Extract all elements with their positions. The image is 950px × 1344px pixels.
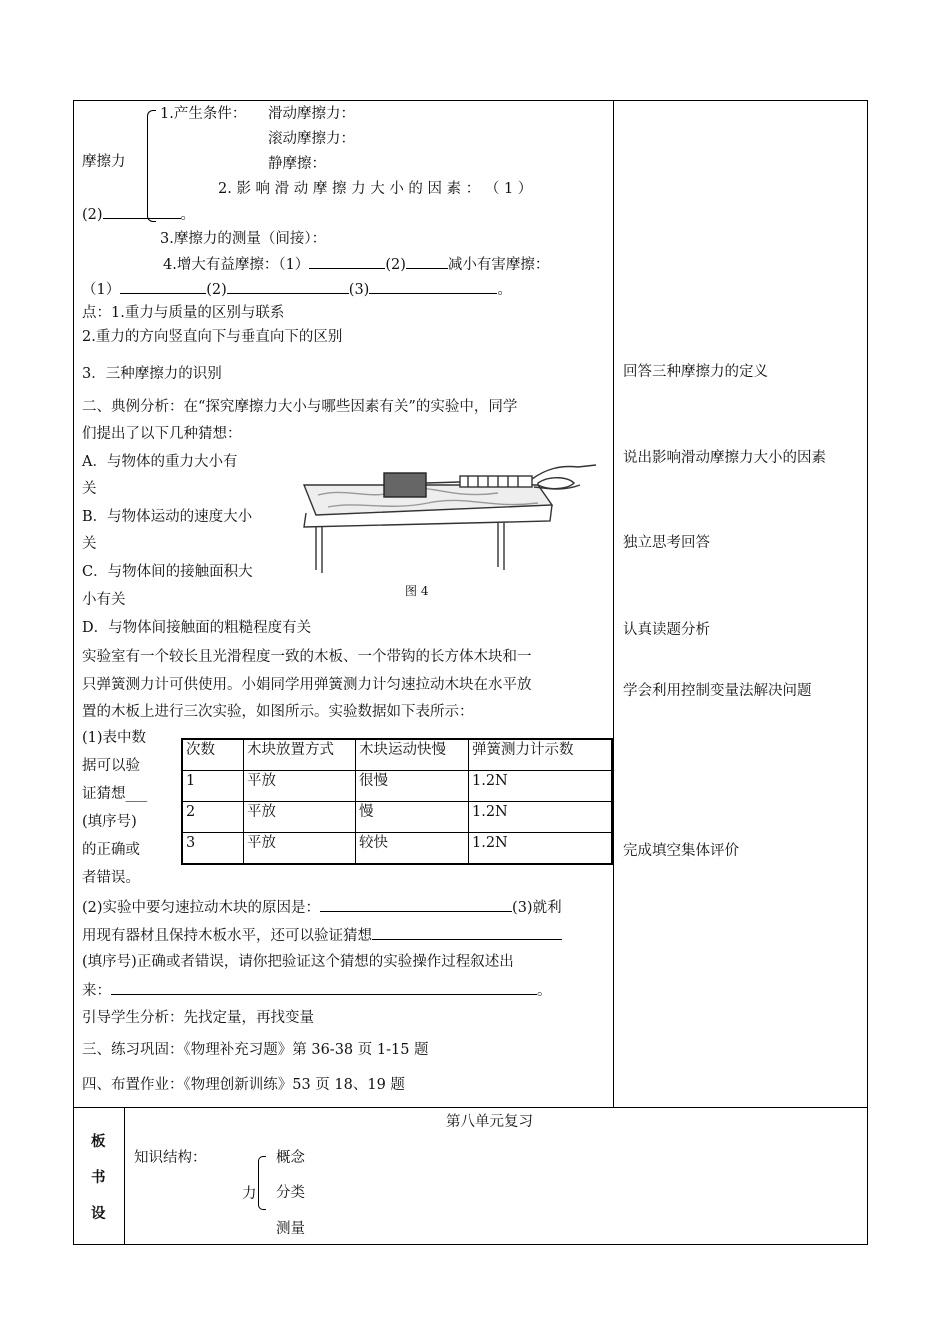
table-cell: 平放 <box>244 771 356 802</box>
force-brace <box>258 1156 266 1210</box>
homework-line: 四、布置作业：《物理创新训练》53 页 18、19 题 <box>82 1077 405 1093</box>
column-divider <box>613 100 614 1108</box>
blank <box>406 254 448 269</box>
table-cell: 1.2N <box>469 833 613 865</box>
q1-line-2: 据可以验 <box>82 758 140 774</box>
table-cell: 1 <box>182 771 244 802</box>
q1-line-5: 的正确或 <box>82 842 140 858</box>
table-cell: 1.2N <box>469 771 613 802</box>
point-1: 点：1.重力与质量的区别与联系 <box>82 305 285 321</box>
experiment-data-table <box>181 738 613 865</box>
force-label: 力 <box>242 1186 257 1202</box>
blank <box>227 279 349 294</box>
board-item-classify: 分类 <box>276 1185 305 1201</box>
q3-line-3: (填序号)正确或者错误，请你把验证这个猜想的实验操作过程叙述出 <box>82 954 514 970</box>
table-cell: 2 <box>182 802 244 833</box>
right-note-2: 说出影响滑动摩擦力大小的因素 <box>623 450 826 466</box>
q3-line-4: 来： 。 <box>82 980 552 1001</box>
board-item-concept: 概念 <box>276 1150 305 1166</box>
increase-line: 4.增大有益摩擦：（1） (2) 减小有害摩擦： <box>163 254 549 275</box>
q1-line-1: (1)表中数 <box>82 730 147 746</box>
table-row <box>182 833 612 865</box>
condition-title: 1.产生条件： <box>160 106 247 122</box>
table-header-cell: 木块运动快慢 <box>356 739 469 771</box>
structure-label: 知识结构： <box>134 1150 207 1166</box>
blank <box>320 897 512 912</box>
q2-line: (2)实验中要匀速拉动木块的原因是： (3)就利 <box>82 897 562 918</box>
table-cell: 平放 <box>244 833 356 865</box>
board-label-1: 板 <box>91 1133 106 1150</box>
table-header-cell: 木块放置方式 <box>244 739 356 771</box>
blank <box>309 254 385 269</box>
board-title: 第八单元复习 <box>446 1114 533 1130</box>
option-b-1: B．与物体运动的速度大小 <box>82 509 253 525</box>
condition-static: 静摩擦： <box>268 156 326 172</box>
board-divider <box>73 1107 868 1108</box>
option-d: D．与物体间接触面的粗糙程度有关 <box>82 620 312 636</box>
typical-line-1: 二、典例分析：在“探究摩擦力大小与哪些因素有关”的实验中，同学 <box>82 399 518 415</box>
friction-label: 摩擦力 <box>82 154 126 170</box>
table-row <box>182 771 612 802</box>
reduce-line: （1） (2) (3) 。 <box>82 279 512 300</box>
frame-right <box>867 100 868 1245</box>
q1-line-3: 证猜想___ <box>82 786 148 802</box>
section-3: 3．三种摩擦力的识别 <box>82 366 222 382</box>
board-label-2: 书 <box>91 1169 106 1186</box>
right-note-6: 完成填空集体评价 <box>623 843 739 859</box>
right-note-5: 学会利用控制变量法解决问题 <box>623 683 812 699</box>
right-note-1: 回答三种摩擦力的定义 <box>623 364 768 380</box>
q3-line-2: 用现有器材且保持木板水平，还可以验证猜想 <box>82 925 562 946</box>
table-header-cell: 次数 <box>182 739 244 771</box>
q1-line-6: 者错误。 <box>82 870 140 886</box>
board-label-divider <box>124 1107 125 1245</box>
right-note-4: 认真读题分析 <box>623 622 710 638</box>
frame-top <box>73 100 868 101</box>
experiment-figure <box>298 455 600 585</box>
table-header-cell: 弹簧测力计示数 <box>469 739 613 771</box>
table-cell: 较快 <box>356 833 469 865</box>
option-c-1: C．与物体间的接触面积大 <box>82 564 253 580</box>
table-cell: 慢 <box>356 802 469 833</box>
option-c-2: 小有关 <box>82 592 126 608</box>
condition-sliding: 滑动摩擦力： <box>268 106 355 122</box>
option-a-2: 关 <box>82 481 97 497</box>
table-cell: 1.2N <box>469 802 613 833</box>
board-item-measure: 测量 <box>276 1221 305 1237</box>
factors-line-2: (2) 。 <box>82 204 195 225</box>
option-a-1: A．与物体的重力大小有 <box>82 454 238 470</box>
table-cell: 平放 <box>244 802 356 833</box>
frame-bottom <box>73 1244 868 1245</box>
practice-line: 三、练习巩固：《物理补充习题》第 36-38 页 1-15 题 <box>82 1042 429 1058</box>
condition-rolling: 滚动摩擦力： <box>268 131 355 147</box>
table-row <box>182 802 612 833</box>
option-b-2: 关 <box>82 536 97 552</box>
figure-caption: 图 4 <box>405 584 429 598</box>
blank <box>111 980 537 995</box>
blank <box>369 279 497 294</box>
factors-line: 2. 影 响 滑 动 摩 擦 力 大 小 的 因 素 ： （ 1 ） <box>218 181 533 197</box>
right-note-3: 独立思考回答 <box>623 535 710 551</box>
table-header-row <box>182 739 612 771</box>
blank <box>103 204 181 219</box>
board-label-3: 设 <box>91 1205 106 1222</box>
frame-left <box>73 100 74 1245</box>
typical-line-2: 们提出了以下几种猜想： <box>82 426 242 442</box>
lab-line-2: 只弹簧测力计可供使用。小娟同学用弹簧测力计匀速拉动木块在水平放 <box>82 677 532 693</box>
q1-line-4: (填序号) <box>82 814 137 830</box>
point-2: 2.重力的方向竖直向下与垂直向下的区别 <box>82 329 343 345</box>
lab-line-3: 置的木板上进行三次实验，如图所示。实验数据如下表所示： <box>82 704 474 720</box>
lab-line-1: 实验室有一个较长且光滑程度一致的木板、一个带钩的长方体木块和一 <box>82 649 532 665</box>
table-cell: 很慢 <box>356 771 469 802</box>
blank <box>120 279 206 294</box>
measure-line: 3.摩擦力的测量（间接）： <box>160 231 327 247</box>
table-cell: 3 <box>182 833 244 865</box>
guide-line: 引导学生分析：先找定量，再找变量 <box>82 1010 314 1026</box>
blank <box>372 925 562 940</box>
